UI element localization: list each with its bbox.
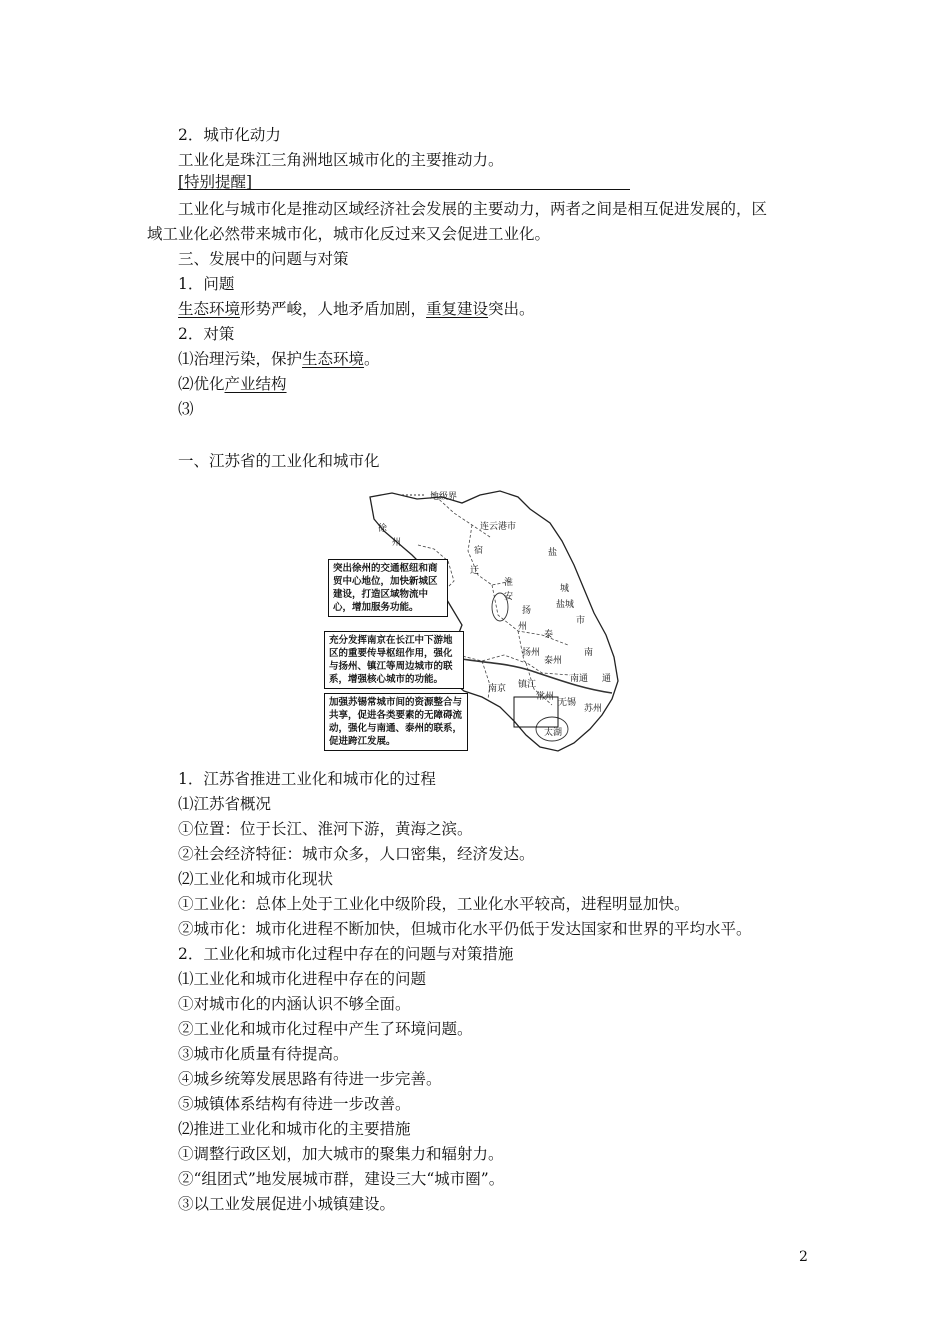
para-4: ②社会经济特征：城市众多，人口密集，经济发达。 [178, 845, 535, 863]
para-11: ②工业化和城市化过程中产生了环境问题。 [178, 1020, 473, 1038]
para-16: ①调整行政区划，加大城市的聚集力和辐射力。 [178, 1145, 504, 1163]
para-15: ⑵推进工业化和城市化的主要措施 [178, 1120, 411, 1138]
blank-ecology: 生态环境 [178, 300, 241, 318]
para-17: ②“组团式”地发展城市群，建设三大“城市圈”。 [178, 1170, 505, 1188]
special-tip-heading: [特别提醒] [178, 173, 253, 191]
map-label-lianyungang: 连云港市 [480, 522, 517, 532]
map-label-taihu: 太湖 [544, 728, 563, 738]
measure-2 [178, 373, 287, 395]
para-7: ②城市化：城市化进程不断加快，但城市化水平仍低于发达国家和世界的平均水平。 [178, 920, 752, 938]
line-2: 工业化是珠江三角洲地区城市化的主要推动力。 [178, 151, 504, 169]
map-label-yancheng: 盐城 [556, 600, 575, 610]
measure-1 [178, 348, 380, 370]
para-2: ⑴江苏省概况 [178, 795, 272, 813]
measure-2-text: ⑵优化 [178, 375, 225, 393]
para-6: ①工业化：总体上处于工业化中级阶段，工业化水平较高，进程明显加快。 [178, 895, 690, 913]
map-label-tai: 泰 [544, 630, 554, 640]
map-label-wuxi: 无锡 [558, 698, 577, 708]
map-label-an: 安 [504, 592, 514, 602]
problem-text [178, 298, 535, 320]
callout-xuzhou: 突出徐州的交通枢纽和商贸中心地位，加快新城区建设，打造区域物流中心，增加服务功能。 [328, 559, 448, 617]
problem-heading: 1．问题 [178, 275, 235, 293]
map-label-suzhou: 苏州 [584, 704, 603, 714]
line-4a: 工业化与城市化是推动区域经济社会发展的主要动力，两者之间是相互促进发展的，区 [178, 200, 768, 218]
map-label-xu: 徐 [378, 524, 388, 534]
line-4b: 域工业化必然带来城市化，城市化反过来又会促进工业化。 [147, 225, 551, 243]
map-label-su: 宿 [474, 546, 484, 556]
section-1-heading: 一、江苏省的工业化和城市化 [178, 452, 380, 470]
para-12: ③城市化质量有待提高。 [178, 1045, 349, 1063]
para-1: 1．江苏省推进工业化和城市化的过程 [178, 770, 436, 788]
measure-1-end: 。 [364, 350, 380, 368]
jiangsu-map [322, 485, 622, 755]
callout-suxichang: 加强苏锡常城市间的资源整合与共享，促进各类要素的无障碍流动，强化与南通、泰州的联系，促进跨江发展。 [324, 693, 468, 751]
problem-text-end: 突出。 [488, 300, 535, 318]
line-1: 2．城市化动力 [178, 126, 281, 144]
para-9: ⑴工业化和城市化进程中存在的问题 [178, 970, 427, 988]
map-label-huai: 淮 [504, 578, 514, 588]
map-label-yan: 盐 [548, 548, 558, 558]
callout-nanjing: 充分发挥南京在长江中下游地区的重要传导枢纽作用，强化与扬州、镇江等周边城市的联系，增强核心城市的功能。 [324, 631, 464, 689]
section-3-heading: 三、发展中的问题与对策 [178, 250, 349, 268]
blank-industry-structure: 产业结构 [224, 375, 287, 393]
blank-repeat-construction: 重复建设 [426, 300, 489, 318]
map-label-cheng: 城 [560, 584, 570, 594]
para-14: ⑤城镇体系结构有待进一步改善。 [178, 1095, 411, 1113]
measure-1-text: ⑴治理污染，保护 [178, 350, 303, 368]
map-label-nan: 南 [584, 648, 594, 658]
map-label-qian: 迁 [470, 566, 480, 576]
measures-heading: 2．对策 [178, 325, 235, 343]
map-label-tong: 通 [602, 674, 612, 684]
problem-text-part: 形势严峻，人地矛盾加剧， [240, 300, 427, 318]
map-label-nantong: 南通 [570, 674, 589, 684]
tip-underline [178, 189, 630, 190]
para-10: ①对城市化的内涵认识不够全面。 [178, 995, 411, 1013]
map-label-yangzhou: 扬州 [522, 648, 541, 658]
map-label-zhenjiang: 镇江 [518, 680, 537, 690]
map-label-zhou2: 州 [518, 622, 528, 632]
blank-ecology-2: 生态环境 [302, 350, 365, 368]
para-13: ④城乡统筹发展思路有待进一步完善。 [178, 1070, 442, 1088]
page-number: 2 [799, 1249, 808, 1265]
para-5: ⑵工业化和城市化现状 [178, 870, 334, 888]
map-label-yang: 扬 [522, 606, 532, 616]
map-label-changzhou: 常州 [536, 692, 555, 702]
para-8: 2．工业化和城市化过程中存在的问题与对策措施 [178, 945, 514, 963]
map-label-zhou: 州 [392, 538, 402, 548]
map-label-shi: 市 [576, 616, 586, 626]
map-label-nanjing: 南京 [488, 684, 507, 694]
para-18: ③以工业发展促进小城镇建设。 [178, 1195, 396, 1213]
measure-3: ⑶ [178, 400, 194, 418]
para-3: ①位置：位于长江、淮河下游，黄海之滨。 [178, 820, 473, 838]
map-label-taizhou: 泰州 [544, 656, 563, 666]
legend-label: 地级界 [430, 492, 458, 502]
